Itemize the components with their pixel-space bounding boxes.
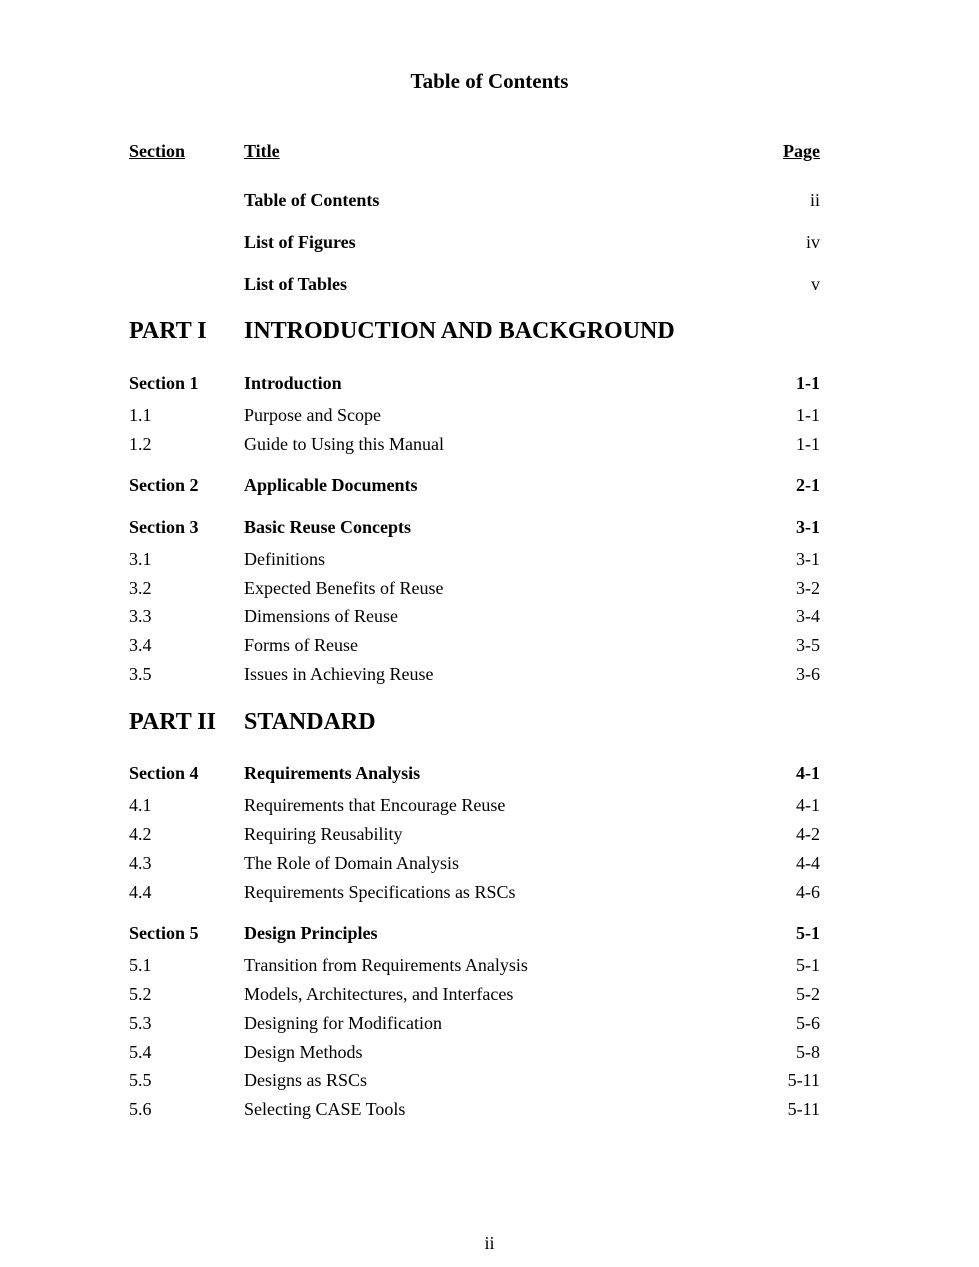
entry-page: 3-6 [796, 664, 820, 684]
entry-page: 5-1 [796, 955, 820, 975]
entry-page: 1-1 [796, 373, 820, 393]
part-title: STANDARD [244, 709, 376, 735]
entry-page: 4-1 [796, 795, 820, 815]
entry-number: 5.2 [129, 984, 152, 1004]
entry-number: Section 4 [129, 763, 199, 783]
toc-subsection-entry[interactable] [129, 822, 820, 846]
header-title: Title [244, 141, 280, 161]
entry-page: 5-8 [796, 1042, 820, 1062]
entry-number: 5.6 [129, 1099, 152, 1119]
header-section: Section [129, 141, 185, 161]
entry-page: 5-11 [787, 1099, 820, 1119]
toc-section-entry[interactable] [129, 473, 820, 497]
entry-number: 4.1 [129, 795, 152, 815]
entry-title: Forms of Reuse [244, 635, 358, 655]
entry-title: Table of Contents [244, 190, 380, 210]
entry-page: 3-2 [796, 578, 820, 598]
entry-page: 1-1 [796, 434, 820, 454]
toc-subsection-entry[interactable] [129, 1040, 820, 1064]
entry-page: ii [809, 190, 820, 210]
entry-number: 3.1 [129, 549, 152, 569]
entry-title: Design Methods [244, 1042, 363, 1062]
entry-page: 3-4 [796, 606, 820, 626]
part-heading [129, 707, 820, 737]
entry-title: Requirements that Encourage Reuse [244, 795, 506, 815]
entry-title: List of Figures [244, 232, 356, 252]
toc-subsection-entry[interactable] [129, 1097, 820, 1121]
entry-title: Requirements Specifications as RSCs [244, 882, 516, 902]
entry-page: 4-6 [796, 882, 820, 902]
column-headers [129, 141, 820, 165]
entry-page: 3-5 [796, 635, 820, 655]
entry-number: 1.1 [129, 405, 152, 425]
toc-subsection-entry[interactable] [129, 953, 820, 977]
entry-number: Section 1 [129, 373, 199, 393]
toc-section-entry[interactable] [129, 371, 820, 395]
toc-section-entry[interactable] [129, 761, 820, 785]
part-title: INTRODUCTION AND BACKGROUND [244, 318, 675, 344]
entry-title: Basic Reuse Concepts [244, 517, 411, 537]
entry-title: List of Tables [244, 274, 348, 294]
entry-number: 3.2 [129, 578, 152, 598]
entry-title: Expected Benefits of Reuse [244, 578, 444, 598]
entry-page: 5-2 [796, 984, 820, 1004]
entry-number: Section 5 [129, 923, 199, 943]
toc-section-entry[interactable] [129, 515, 820, 539]
toc-front-matter-entry[interactable] [129, 230, 820, 254]
entry-page: 3-1 [796, 517, 820, 537]
entry-title: Introduction [244, 373, 342, 393]
part-number: PART I [129, 318, 207, 344]
toc-front-matter-entry[interactable] [129, 272, 820, 296]
entry-title: Selecting CASE Tools [244, 1099, 406, 1119]
entry-page: 5-6 [796, 1013, 820, 1033]
entry-page: 3-1 [796, 549, 820, 569]
entry-title: Guide to Using this Manual [244, 434, 444, 454]
entry-title: Models, Architectures, and Interfaces [244, 984, 514, 1004]
toc-subsection-entry[interactable] [129, 576, 820, 600]
entry-number: 4.2 [129, 824, 152, 844]
part-heading [129, 316, 820, 346]
entry-number: Section 3 [129, 517, 199, 537]
toc-subsection-entry[interactable] [129, 1011, 820, 1035]
entry-page: 4-2 [796, 824, 820, 844]
entry-title: Designing for Modification [244, 1013, 442, 1033]
entry-title: The Role of Domain Analysis [244, 853, 459, 873]
entry-number: 1.2 [129, 434, 152, 454]
entry-page: 2-1 [796, 475, 820, 495]
toc-subsection-entry[interactable] [129, 662, 820, 686]
header-page: Page [783, 141, 820, 161]
entry-page: 1-1 [796, 405, 820, 425]
entry-number: 5.4 [129, 1042, 152, 1062]
toc-subsection-entry[interactable] [129, 982, 820, 1006]
entry-page: iv [805, 232, 820, 252]
entry-page: 5-11 [787, 1070, 820, 1090]
toc-front-matter-entry[interactable] [129, 188, 820, 212]
entry-number: 5.5 [129, 1070, 152, 1090]
entry-title: Designs as RSCs [244, 1070, 368, 1090]
entry-title: Transition from Requirements Analysis [244, 955, 528, 975]
entry-title: Requiring Reusability [244, 824, 403, 844]
entry-number: 3.4 [129, 635, 152, 655]
entry-title: Definitions [244, 549, 325, 569]
toc-subsection-entry[interactable] [129, 1068, 820, 1092]
entry-title: Design Principles [244, 923, 378, 943]
toc-subsection-entry[interactable] [129, 880, 820, 904]
part-number: PART II [129, 709, 216, 735]
entry-number: 4.3 [129, 853, 152, 873]
page-number-footer: ii [484, 1233, 495, 1253]
toc-subsection-entry[interactable] [129, 633, 820, 657]
toc-subsection-entry[interactable] [129, 403, 820, 427]
entry-title: Purpose and Scope [244, 405, 381, 425]
entry-number: 3.3 [129, 606, 152, 626]
entry-number: 5.1 [129, 955, 152, 975]
entry-number: 5.3 [129, 1013, 152, 1033]
toc-subsection-entry[interactable] [129, 604, 820, 628]
document-title: Table of Contents [410, 69, 569, 93]
entry-page: 4-1 [796, 763, 820, 783]
entry-page: 4-4 [796, 853, 820, 873]
toc-subsection-entry[interactable] [129, 793, 820, 817]
entry-number: 4.4 [129, 882, 152, 902]
entry-number: 3.5 [129, 664, 152, 684]
entry-page: 5-1 [796, 923, 820, 943]
entry-title: Requirements Analysis [244, 763, 421, 783]
entry-number: Section 2 [129, 475, 199, 495]
toc-subsection-entry[interactable] [129, 547, 820, 571]
entry-title: Applicable Documents [244, 475, 418, 495]
entry-page: v [811, 274, 820, 294]
entry-title: Dimensions of Reuse [244, 606, 398, 626]
toc-subsection-entry[interactable] [129, 851, 820, 875]
toc-section-entry[interactable] [129, 921, 820, 945]
entry-title: Issues in Achieving Reuse [244, 664, 434, 684]
toc-subsection-entry[interactable] [129, 432, 820, 456]
